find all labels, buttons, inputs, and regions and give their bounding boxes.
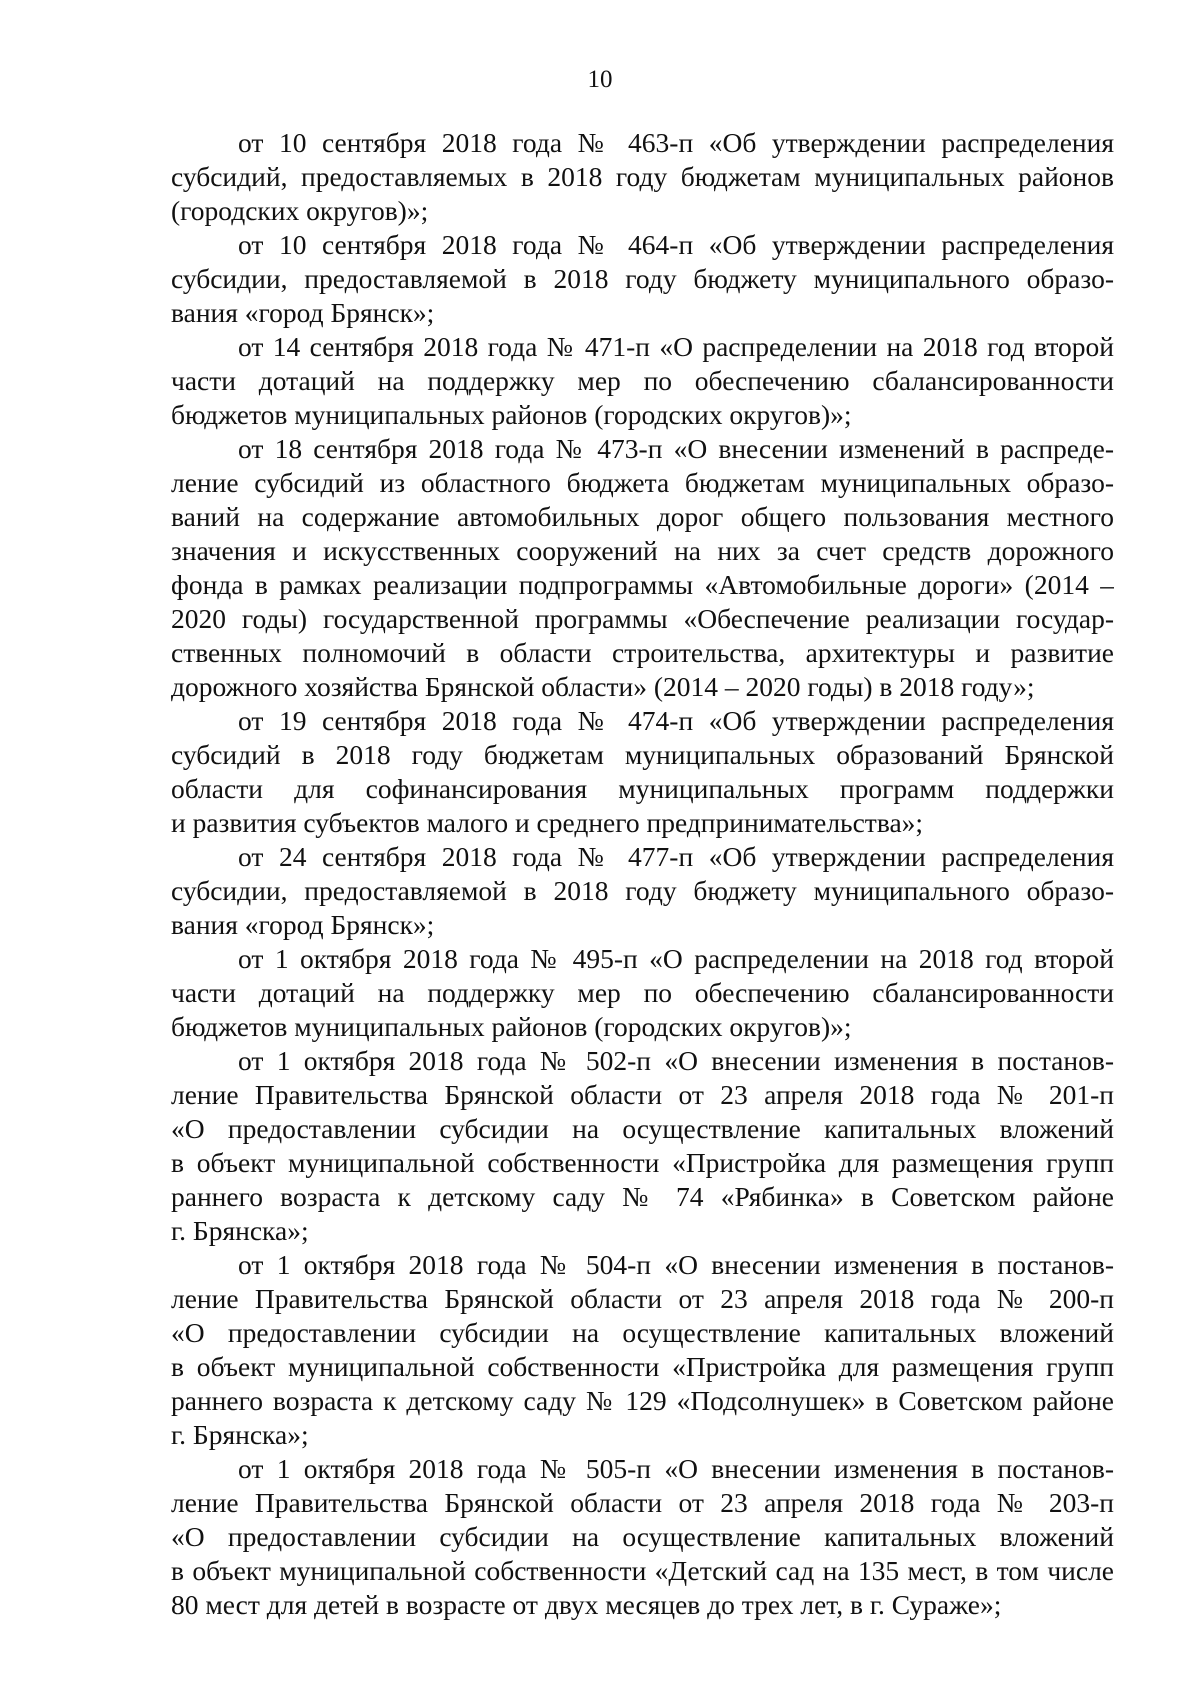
text-line: значения и искусственных сооружений на них за счет средств дорожного [171,535,1114,566]
text-line: раннего возраста к детскому саду № 74 «Рябинка» в Советском районе [171,1181,1114,1212]
text-line: от 24 сентября 2018 года № 477-п «Об утверждении распределения [238,841,1114,872]
text-line: от 10 сентября 2018 года № 464-п «Об утверждении распределения [238,229,1114,260]
text-line: от 1 октября 2018 года № 505-п «О внесении изменения в постанов- [238,1453,1114,1484]
text-line: от 18 сентября 2018 года № 473-п «О внесении изменений в распреде- [238,433,1114,464]
text-line: в объект муниципальной собственности «Пристройка для размещения групп [171,1147,1114,1178]
text-line: г. Брянска»; [171,1215,309,1246]
text-line: субсидий, предоставляемых в 2018 году бюджетам муниципальных районов [171,161,1114,192]
text-line: от 19 сентября 2018 года № 474-п «Об утверждении распределения [238,705,1114,736]
text-line: ление Правительства Брянской области от 23 апреля 2018 года № 203-п [171,1487,1114,1518]
text-line: от 1 октября 2018 года № 502-п «О внесении изменения в постанов- [238,1045,1114,1076]
text-line: 2020 годы) государственной программы «Обеспечение реализации государ- [171,603,1114,634]
text-line: субсидий в 2018 году бюджетам муниципальных образований Брянской [171,739,1114,770]
text-line: вания «город Брянск»; [171,909,435,940]
text-line: бюджетов муниципальных районов (городских округов)»; [171,399,852,430]
text-line: от 14 сентября 2018 года № 471-п «О распределении на 2018 год второй [238,331,1114,362]
list-item [171,126,1114,228]
text-line: в объект муниципальной собственности «Детский сад на 135 мест, в том числе [171,1555,1114,1586]
text-line: от 1 октября 2018 года № 495-п «О распределении на 2018 год второй [238,943,1114,974]
list-item [171,840,1114,942]
text-line: субсидии, предоставляемой в 2018 году бюджету муниципального образо- [171,263,1114,294]
text-line: «О предоставлении субсидии на осуществление капитальных вложений [171,1113,1114,1144]
text-line: области для софинансирования муниципальных программ поддержки [171,773,1114,804]
text-line: части дотаций на поддержку мер по обеспечению сбалансированности [171,977,1114,1008]
text-line: дорожного хозяйства Брянской области» (2014 – 2020 годы) в 2018 году»; [171,671,1035,702]
document-body [171,126,1114,1622]
text-line: ваний на содержание автомобильных дорог общего пользования местного [171,501,1114,532]
text-line: вания «город Брянск»; [171,297,435,328]
page-number: 10 [587,66,613,93]
text-line: ление Правительства Брянской области от 23 апреля 2018 года № 201-п [171,1079,1114,1110]
text-line: 80 мест для детей в возрасте от двух месяцев до трех лет, в г. Сураже»; [171,1589,1002,1620]
list-item [171,228,1114,330]
list-item [171,704,1114,840]
text-line: и развития субъектов малого и среднего предпринимательства»; [171,807,924,838]
text-line: г. Брянска»; [171,1419,309,1450]
text-line: ление субсидий из областного бюджета бюджетам муниципальных образо- [171,467,1114,498]
text-line: фонда в рамках реализации подпрограммы «Автомобильные дороги» (2014 – [171,569,1114,600]
text-line: от 10 сентября 2018 года № 463-п «Об утверждении распределения [238,127,1114,158]
text-line: (городских округов)»; [171,195,429,226]
list-item [171,1248,1114,1452]
text-line: раннего возраста к детскому саду № 129 «Подсолнушек» в Советском районе [171,1385,1114,1416]
text-line: субсидии, предоставляемой в 2018 году бюджету муниципального образо- [171,875,1114,906]
list-item [171,330,1114,432]
text-line: бюджетов муниципальных районов (городских округов)»; [171,1011,852,1042]
list-item [171,942,1114,1044]
text-line: ление Правительства Брянской области от 23 апреля 2018 года № 200-п [171,1283,1114,1314]
text-line: части дотаций на поддержку мер по обеспечению сбалансированности [171,365,1114,396]
list-item [171,1452,1114,1622]
text-line: «О предоставлении субсидии на осуществление капитальных вложений [171,1317,1114,1348]
text-line: в объект муниципальной собственности «Пристройка для размещения групп [171,1351,1114,1382]
text-line: «О предоставлении субсидии на осуществление капитальных вложений [171,1521,1114,1552]
text-line: ственных полномочий в области строительства, архитектуры и развитие [171,637,1114,668]
list-item [171,432,1114,704]
text-line: от 1 октября 2018 года № 504-п «О внесении изменения в постанов- [238,1249,1114,1280]
list-item [171,1044,1114,1248]
